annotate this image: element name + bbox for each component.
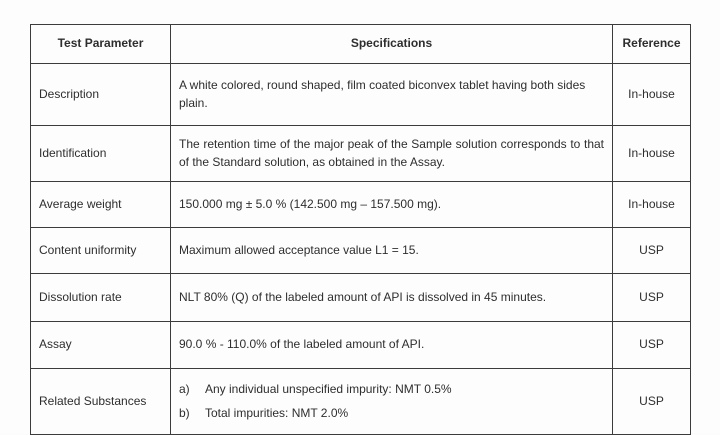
cell-reference: USP — [613, 274, 691, 322]
cell-specification: 90.0 % - 110.0% of the labeled amount of API. — [171, 322, 613, 369]
table-row-assay — [31, 322, 691, 369]
table-row-identification — [31, 126, 691, 182]
list-marker: b) — [179, 406, 190, 420]
cell-specification: NLT 80% (Q) of the labeled amount of API is dissolved in 45 minutes. — [171, 274, 613, 322]
header-reference: Reference — [613, 25, 691, 64]
table-row-average-weight — [31, 182, 691, 228]
specifications-table — [30, 24, 691, 435]
specification-list — [179, 381, 604, 423]
cell-specification — [171, 369, 613, 435]
table-row-related-substances — [31, 369, 691, 435]
table-header-row — [31, 25, 691, 64]
cell-reference: USP — [613, 369, 691, 435]
list-text: Any individual unspecified impurity: NMT 0.5% — [205, 381, 452, 396]
cell-specification: A white colored, round shaped, film coated biconvex tablet having both sides plain. — [171, 64, 613, 126]
cell-parameter: Dissolution rate — [31, 274, 171, 322]
specification-list-item — [179, 405, 604, 422]
cell-reference: In-house — [613, 182, 691, 228]
list-text: Total impurities: NMT 2.0% — [205, 406, 349, 420]
cell-reference: USP — [613, 228, 691, 274]
cell-parameter: Average weight — [31, 182, 171, 228]
cell-reference: In-house — [613, 64, 691, 126]
cell-parameter: Related Substances — [31, 369, 171, 435]
list-marker: a) — [179, 381, 190, 396]
cell-parameter: Assay — [31, 322, 171, 369]
specification-list-item — [179, 381, 604, 398]
table-row-dissolution-rate — [31, 274, 691, 322]
header-test-parameter: Test Parameter — [31, 25, 171, 64]
cell-specification: Maximum allowed acceptance value L1 = 15. — [171, 228, 613, 274]
table-row-content-uniformity — [31, 228, 691, 274]
header-specifications: Specifications — [171, 25, 613, 64]
cell-specification: The retention time of the major peak of the Sample solution corresponds to that of the Standard solution, as obtained in the Assay. — [171, 126, 613, 182]
cell-parameter: Description — [31, 64, 171, 126]
cell-parameter: Content uniformity — [31, 228, 171, 274]
cell-reference: In-house — [613, 126, 691, 182]
cell-reference: USP — [613, 322, 691, 369]
cell-parameter: Identification — [31, 126, 171, 182]
cell-specification: 150.000 mg ± 5.0 % (142.500 mg – 157.500 mg). — [171, 182, 613, 228]
table-row-description — [31, 64, 691, 126]
